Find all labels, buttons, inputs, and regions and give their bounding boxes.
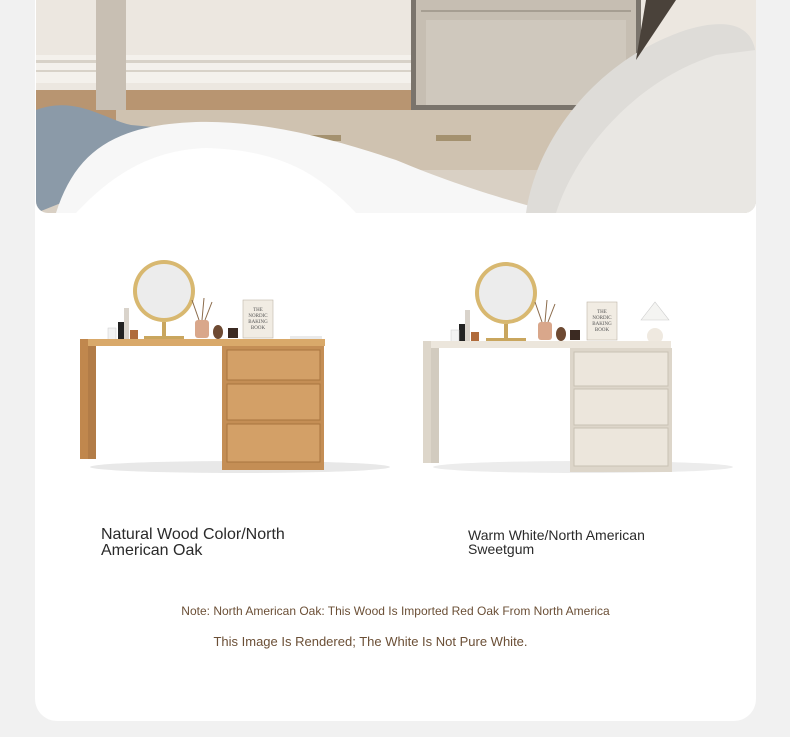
- svg-text:NORDIC: NORDIC: [592, 316, 612, 321]
- note-render-disclaimer: This Image Is Rendered; The White Is Not Pure White.: [213, 634, 528, 649]
- svg-text:THE: THE: [253, 308, 263, 313]
- note-wood-origin: Note: North American Oak: This Wood Is Imported Red Oak From North America: [181, 604, 610, 618]
- bedroom-photo: [36, 0, 756, 213]
- svg-text:NORDIC: NORDIC: [248, 314, 268, 319]
- product-label-white: Warm White/North American Sweetgum: [468, 527, 645, 557]
- product-image-white: [423, 250, 743, 490]
- bedroom-illustration: [36, 0, 756, 213]
- product-label-oak: Natural Wood Color/North American Oak: [101, 526, 285, 559]
- product-card: [35, 0, 756, 721]
- svg-text:BAKING: BAKING: [248, 320, 268, 325]
- svg-text:BOOK: BOOK: [250, 326, 266, 331]
- product-image-oak: [80, 250, 400, 490]
- svg-text:BOOK: BOOK: [594, 328, 610, 333]
- svg-text:BAKING: BAKING: [592, 322, 612, 327]
- vanity-oak-illustration: [80, 250, 400, 490]
- vanity-white-illustration: [423, 250, 743, 490]
- svg-text:THE: THE: [597, 310, 607, 315]
